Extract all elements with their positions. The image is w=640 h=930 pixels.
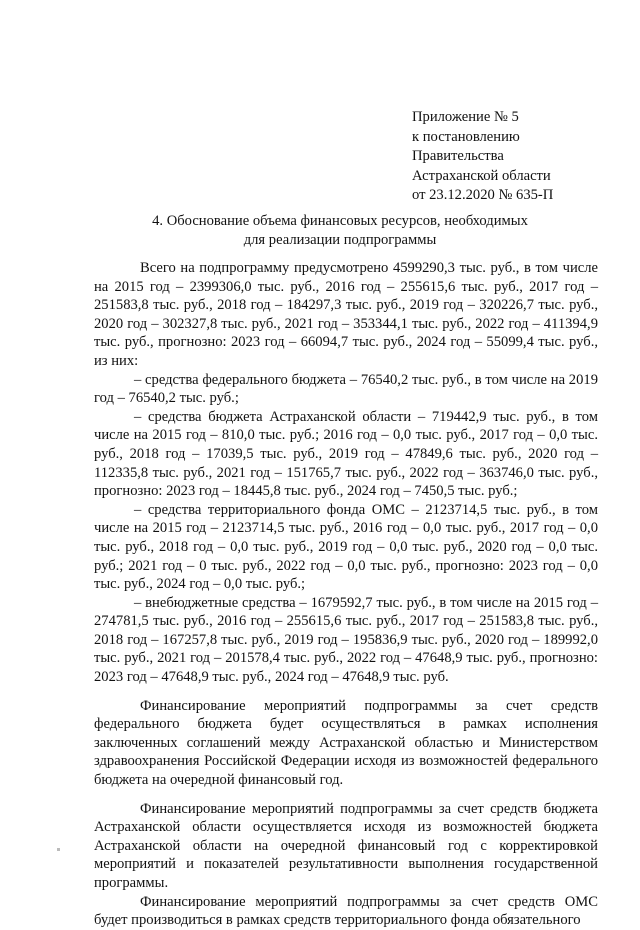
section-body	[94, 259, 598, 930]
scan-speck	[57, 848, 60, 851]
list-item-oms-fund: – средства территориального фонда ОМС – 2123714,5 тыс. руб., в том числе на 2015 год – 2123714,5 тыс. руб., 2016 год – 0,0 тыс. руб., 2017 год – 0,0 тыс. руб., 2018 год – 0,0 тыс. руб., 2019 год – 0,0 тыс. руб., 2020 год – 0,0 тыс. руб.; 2021 год – 0 тыс. руб., 2022 год – 0,0 тыс. руб., прогнозно: 2023 год – 0,0 тыс. руб., 2024 год – 0,0 тыс. руб.;	[94, 501, 598, 593]
list-item-extrabudgetary: – внебюджетные средства – 1679592,7 тыс. руб., в том числе на 2015 год – 274781,5 тыс. руб., 2016 год – 255615,6 тыс. руб., 2017 год – 251583,8 тыс. руб., 2018 год – 167257,8 тыс. руб., 2019 год – 195836,9 тыс. руб., 2020 год – 189992,0 тыс. руб., 2021 год – 201578,4 тыс. руб., 2022 год – 47648,9 тыс. руб., прогнозно: 2023 год – 47648,9 тыс. руб., 2024 год – 47648,9 тыс. руб.	[94, 594, 598, 686]
paragraph-oms-financing: Финансирование мероприятий подпрограммы за счет средств ОМС будет производиться в рамках средств территориального фонда обязательного	[94, 893, 598, 929]
list-item-federal-budget: – средства федерального бюджета – 76540,2 тыс. руб., в том числе на 2019 год – 76540,2 тыс. руб.;	[94, 371, 598, 407]
paragraph-federal-financing: Финансирование мероприятий подпрограммы за счет средств федерального бюджета будет осуществляться в рамках исполнения заключенных соглашений между Астраханской областью и Министерством здравоохранения Российской Федерации исходя из возможностей федерального бюджета на очередной финансовый год.	[94, 697, 598, 789]
list-item-regional-budget: – средства бюджета Астраханской области – 719442,9 тыс. руб., в том числе на 2015 год – 810,0 тыс. руб.; 2016 год – 0,0 тыс. руб., 2017 год – 0,0 тыс. руб., 2018 год – 17039,5 тыс. руб., 2019 год – 47849,6 тыс. руб., 2020 год – 112335,8 тыс. руб., 2021 год – 151765,7 тыс. руб., 2022 год – 363746,0 тыс. руб., прогнозно: 2023 год – 18445,8 тыс. руб., 2024 год – 7450,5 тыс. руб.;	[94, 408, 598, 500]
section-heading: 4. Обоснование объема финансовых ресурсов, необходимых для реализации подпрограммы	[152, 213, 528, 248]
appendix-reference: Приложение № 5 к постановлению Правительства Астраханской области от 23.12.2020 № 635-П	[412, 109, 554, 203]
paragraph-regional-financing: Финансирование мероприятий подпрограммы за счет средств бюджета Астраханской области осуществляется исходя из возможностей бюджета Астраханской области на очередной финансовый год с корректировкой мероприятий и показателей результативности выполнения государственной программы.	[94, 800, 598, 891]
paragraph-total-funding: Всего на подпрограмму предусмотрено 4599290,3 тыс. руб., в том числе на 2015 год – 2399306,0 тыс. руб., 2016 год – 255615,6 тыс. руб., 2017 год – 251583,8 тыс. руб., 2018 год – 184297,3 тыс. руб., 2019 год – 320226,7 тыс. руб., 2020 год – 302327,8 тыс. руб., 2021 год – 353344,1 тыс. руб., 2022 год – 411394,9 тыс. руб., прогнозно: 2023 год – 66094,7 тыс. руб., 2024 год – 55099,4 тыс. руб., из них:	[94, 260, 598, 369]
